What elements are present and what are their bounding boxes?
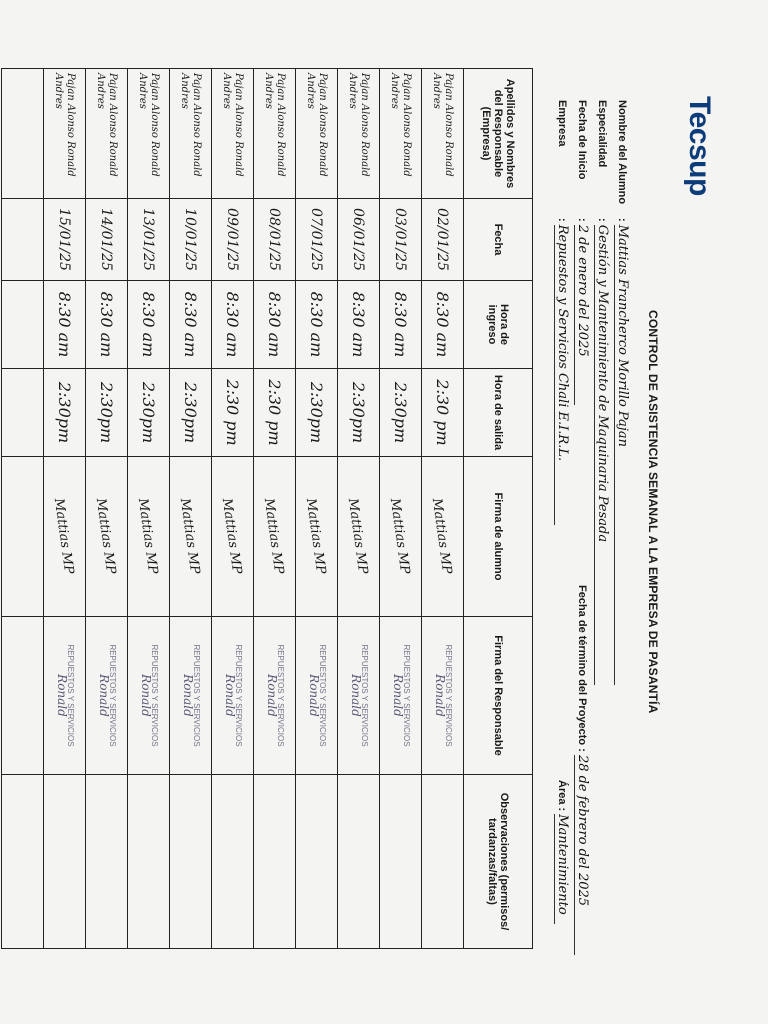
student-signature: Mattias MP xyxy=(51,497,77,576)
responsible-signature-cell xyxy=(2,617,44,775)
document-title: CONTROL DE ASISTENCIA SEMANAL A LA EMPRESA DE PASANTÍA xyxy=(646,310,660,714)
student-signature: Mattias MP xyxy=(429,497,455,576)
student-signature: Mattias MP xyxy=(93,497,119,576)
table-row xyxy=(128,69,170,949)
student-signature-cell xyxy=(338,457,380,617)
responsable-name: Pajan Alonso Ronald Andres xyxy=(44,69,86,199)
row-time-in: 8:30 am xyxy=(296,281,338,369)
row-time-out: 2:30 pm xyxy=(422,369,464,457)
inicio-label: Fecha de Inicio xyxy=(576,100,588,180)
row-observations xyxy=(380,775,422,949)
table-row xyxy=(44,69,86,949)
table-row xyxy=(170,69,212,949)
row-date: 13/01/25 xyxy=(128,199,170,281)
stamp-text: REPUESTOS Y SERVICIOS xyxy=(108,644,117,747)
responsible-signature-cell xyxy=(212,617,254,775)
responsible-signature-cell xyxy=(338,617,380,775)
student-signature-cell xyxy=(422,457,464,617)
responsable-name xyxy=(2,69,44,199)
table-row xyxy=(212,69,254,949)
company-stamp xyxy=(140,644,159,746)
stamp-text: REPUESTOS Y SERVICIOS xyxy=(276,644,285,747)
info-especialidad: Especialidad: Gestión y Mantenimiento de Maquinaria Pesada xyxy=(594,100,610,685)
tecsup-logo: Tecsup xyxy=(683,96,716,196)
company-stamp xyxy=(182,644,201,746)
responsible-signature: Ronald xyxy=(139,674,153,717)
info-alumno: Nombre del Alumno: Mattias Francherco Morillo Pajan xyxy=(614,100,630,685)
student-signature: Mattias MP xyxy=(303,497,329,576)
row-observations xyxy=(170,775,212,949)
especialidad-label: Especialidad xyxy=(596,100,608,168)
responsable-name: Pajan Alonso Ronald Andres xyxy=(338,69,380,199)
table-body xyxy=(2,69,464,949)
row-date: 07/01/25 xyxy=(296,199,338,281)
stamp-text: REPUESTOS Y SERVICIOS xyxy=(402,644,411,747)
row-time-in: 8:30 am xyxy=(338,281,380,369)
row-time-in: 8:30 am xyxy=(170,281,212,369)
responsible-signature-cell xyxy=(170,617,212,775)
stamp-text: REPUESTOS Y SERVICIOS xyxy=(150,644,159,747)
student-signature-cell xyxy=(254,457,296,617)
info-area: Área : Mantenimiento xyxy=(554,780,570,924)
empresa-value: Repuestos y Servicios Chali E.I.R.L. xyxy=(554,225,570,525)
responsable-name: Pajan Alonso Ronald Andres xyxy=(296,69,338,199)
student-signature-cell xyxy=(128,457,170,617)
row-date: 08/01/25 xyxy=(254,199,296,281)
alumno-label: Nombre del Alumno xyxy=(616,100,628,205)
row-time-in xyxy=(2,281,44,369)
company-stamp xyxy=(350,644,369,746)
table-row xyxy=(2,69,44,949)
responsible-signature-cell xyxy=(380,617,422,775)
row-time-out: 2:30pm xyxy=(44,369,86,457)
col-ingreso: Hora de ingreso xyxy=(464,281,533,369)
col-observaciones: Observaciones (permisos/ tardanzas/faltas) xyxy=(464,775,533,949)
responsible-signature-cell xyxy=(86,617,128,775)
student-signature: Mattias MP xyxy=(135,497,161,576)
student-signature-cell xyxy=(170,457,212,617)
row-time-in: 8:30 am xyxy=(44,281,86,369)
company-stamp xyxy=(392,644,411,746)
row-time-in: 8:30 am xyxy=(212,281,254,369)
area-value: Mantenimiento xyxy=(554,814,570,924)
row-date: 14/01/25 xyxy=(86,199,128,281)
student-signature: Mattias MP xyxy=(387,497,413,576)
student-signature: Mattias MP xyxy=(345,497,371,576)
responsable-name: Pajan Alonso Ronald Andres xyxy=(380,69,422,199)
termino-label: Fecha de término del Proyecto xyxy=(576,585,588,746)
responsible-signature-cell xyxy=(422,617,464,775)
row-date: 15/01/25 xyxy=(44,199,86,281)
row-date: 09/01/25 xyxy=(212,199,254,281)
student-signature-cell xyxy=(44,457,86,617)
row-observations xyxy=(128,775,170,949)
col-salida: Hora de salida xyxy=(464,369,533,457)
attendance-table xyxy=(1,68,533,949)
info-termino: Fecha de término del Proyecto : 28 de febrero del 2025 xyxy=(574,585,590,955)
responsible-signature-cell xyxy=(296,617,338,775)
table-row xyxy=(254,69,296,949)
empresa-label: Empresa xyxy=(556,100,568,147)
company-stamp xyxy=(308,644,327,746)
responsible-signature: Ronald xyxy=(181,674,195,717)
table-row xyxy=(422,69,464,949)
row-time-out: 2:30pm xyxy=(380,369,422,457)
student-signature: Mattias MP xyxy=(177,497,203,576)
row-time-out xyxy=(2,369,44,457)
responsible-signature: Ronald xyxy=(391,674,405,717)
company-stamp xyxy=(98,644,117,746)
row-observations xyxy=(86,775,128,949)
row-observations xyxy=(296,775,338,949)
responsable-name: Pajan Alonso Ronald Andres xyxy=(422,69,464,199)
responsible-signature: Ronald xyxy=(223,674,237,717)
stamp-text: REPUESTOS Y SERVICIOS xyxy=(192,644,201,747)
stamp-text: REPUESTOS Y SERVICIOS xyxy=(318,644,327,747)
row-time-out: 2:30pm xyxy=(338,369,380,457)
row-time-out: 2:30pm xyxy=(128,369,170,457)
row-date: 10/01/25 xyxy=(170,199,212,281)
responsible-signature-cell xyxy=(254,617,296,775)
col-responsable: Apellidos y Nombres del Responsable (Empresa) xyxy=(464,69,533,199)
row-date xyxy=(2,199,44,281)
especialidad-value: Gestión y Mantenimiento de Maquinaria Pesada xyxy=(594,225,610,685)
row-time-in: 8:30 am xyxy=(128,281,170,369)
student-signature-cell xyxy=(296,457,338,617)
responsible-signature: Ronald xyxy=(433,674,447,717)
stamp-text: REPUESTOS Y SERVICIOS xyxy=(360,644,369,747)
responsable-name: Pajan Alonso Ronald Andres xyxy=(128,69,170,199)
company-stamp xyxy=(224,644,243,746)
responsable-name: Pajan Alonso Ronald Andres xyxy=(254,69,296,199)
area-label: Área xyxy=(556,780,568,805)
responsible-signature: Ronald xyxy=(97,674,111,717)
table-row xyxy=(86,69,128,949)
info-empresa: Empresa: Repuestos y Servicios Chali E.I.R.L. xyxy=(554,100,570,525)
row-time-out: 2:30 pm xyxy=(212,369,254,457)
student-signature-cell xyxy=(2,457,44,617)
table-row xyxy=(296,69,338,949)
row-time-in: 8:30 am xyxy=(254,281,296,369)
responsible-signature: Ronald xyxy=(307,674,321,717)
row-observations xyxy=(422,775,464,949)
table-header-row xyxy=(464,69,533,949)
col-firma-alumno: Firma de alumno xyxy=(464,457,533,617)
row-date: 02/01/25 xyxy=(422,199,464,281)
row-date: 03/01/25 xyxy=(380,199,422,281)
student-signature-cell xyxy=(380,457,422,617)
row-observations xyxy=(212,775,254,949)
row-time-out: 2:30pm xyxy=(170,369,212,457)
stamp-text: REPUESTOS Y SERVICIOS xyxy=(66,644,75,747)
col-fecha: Fecha xyxy=(464,199,533,281)
student-signature: Mattias MP xyxy=(261,497,287,576)
row-observations xyxy=(338,775,380,949)
responsible-signature: Ronald xyxy=(265,674,279,717)
company-stamp xyxy=(266,644,285,746)
row-time-in: 8:30 am xyxy=(86,281,128,369)
row-time-out: 2:30 pm xyxy=(254,369,296,457)
stamp-text: REPUESTOS Y SERVICIOS xyxy=(444,644,453,747)
row-observations xyxy=(44,775,86,949)
row-time-out: 2:30pm xyxy=(86,369,128,457)
responsible-signature: Ronald xyxy=(55,674,69,717)
responsable-name: Pajan Alonso Ronald Andres xyxy=(86,69,128,199)
alumno-value: Mattias Francherco Morillo Pajan xyxy=(614,225,630,685)
table-row xyxy=(338,69,380,949)
row-time-out: 2:30pm xyxy=(296,369,338,457)
responsible-signature-cell xyxy=(128,617,170,775)
col-firma-responsable: Firma del Responsable xyxy=(464,617,533,775)
termino-value: 28 de febrero del 2025 xyxy=(574,755,590,955)
row-observations xyxy=(2,775,44,949)
responsable-name: Pajan Alonso Ronald Andres xyxy=(212,69,254,199)
row-observations xyxy=(254,775,296,949)
table-row xyxy=(380,69,422,949)
company-stamp xyxy=(434,644,453,746)
row-date: 06/01/25 xyxy=(338,199,380,281)
row-time-in: 8:30 am xyxy=(422,281,464,369)
company-stamp xyxy=(56,644,75,746)
row-time-in: 8:30 am xyxy=(380,281,422,369)
inicio-value: 2 de enero del 2025 xyxy=(574,225,590,405)
responsable-name: Pajan Alonso Ronald Andres xyxy=(170,69,212,199)
responsible-signature: Ronald xyxy=(349,674,363,717)
stamp-text: REPUESTOS Y SERVICIOS xyxy=(234,644,243,747)
student-signature: Mattias MP xyxy=(219,497,245,576)
info-inicio: Fecha de Inicio: 2 de enero del 2025 xyxy=(574,100,590,405)
responsible-signature-cell xyxy=(44,617,86,775)
student-signature-cell xyxy=(86,457,128,617)
student-signature-cell xyxy=(212,457,254,617)
